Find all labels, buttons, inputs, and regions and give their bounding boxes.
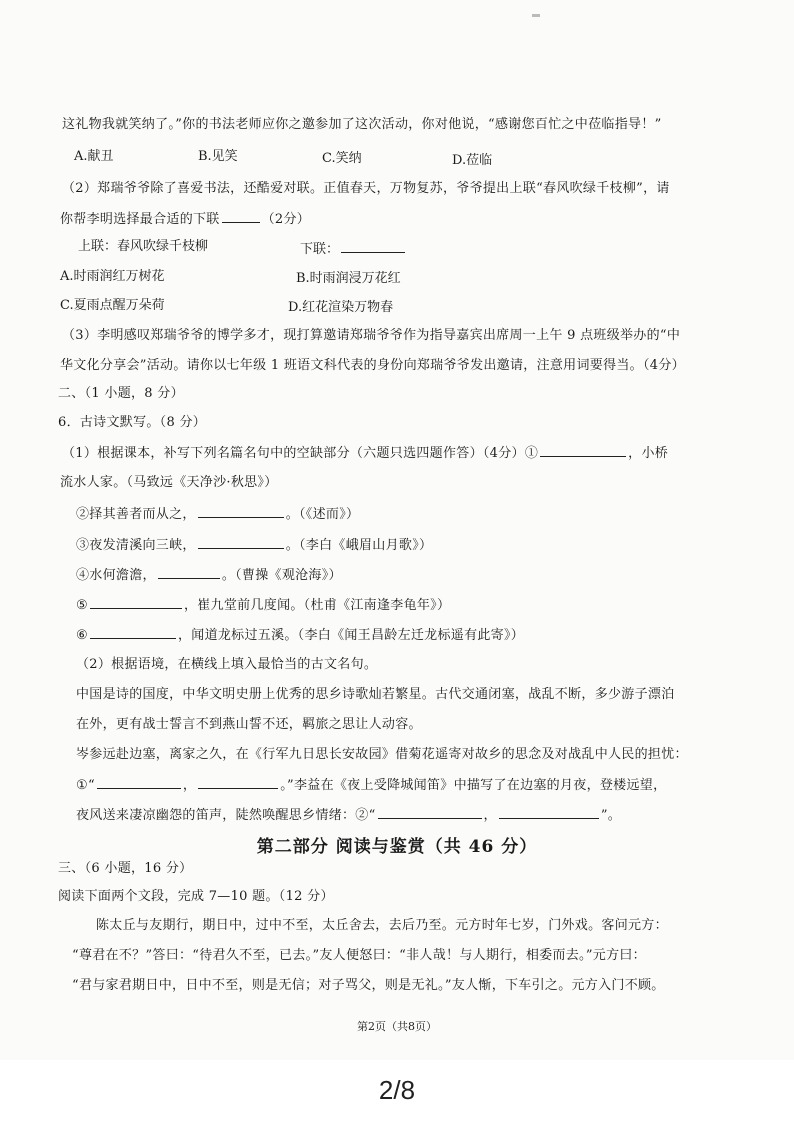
q6-1-text-tail: ，小桥	[628, 446, 669, 461]
answer-blank[interactable]	[222, 210, 260, 223]
context-text: ”。	[600, 808, 622, 823]
answer-blank[interactable]	[540, 444, 626, 457]
poem-item-6	[76, 626, 524, 645]
context-para: 岑参远赴边塞，离家之久，在《行军九日思长安故园》借菊花遥寄对故乡的思念及对战乱中人民的担忧：	[76, 747, 688, 762]
poem-source: ，崔九堂前几度闻。（杜甫《江南逢李龟年》）	[183, 598, 451, 613]
reading-passage: “尊君在不？”答曰：“待君久不至，已去。”友人便怒曰：“非人哉！与人期行，相委而去。”元方曰：	[72, 948, 646, 963]
poem-text: ③夜发清溪向三峡，	[76, 538, 196, 553]
section-header: 二、（1 小题，8 分）	[58, 386, 184, 401]
poem-item-2	[76, 505, 359, 524]
context-para: 在外，更有战士誓言不到燕山誓不还，羁旅之思让人动容。	[76, 717, 422, 732]
context-text: 夜风送来凄凉幽怨的笛声，陡然唤醒思乡情绪：②“	[76, 808, 376, 823]
reading-instruction: 阅读下面两个文段，完成 7—10 题。（12 分）	[58, 889, 334, 904]
lower-couplet-label: 下联：	[300, 242, 340, 257]
q5-line: 这礼物我就笑纳了。”你的书法老师应你之邀参加了这次活动，你对他说，“感谢您百忙之中莅临指导！”	[62, 117, 662, 132]
q5-2-line1: （2）郑瑞爷爷除了喜爱书法，还酷爱对联。正值春天，万物复苏，爷爷提出上联“春风吹绿千枝柳”，请	[62, 181, 670, 196]
context-para: 中国是诗的国度，中华文明史册上优秀的思乡诗歌灿若繁星。古代交通闭塞，战乱不断，多少游子漂泊	[76, 687, 675, 702]
q5-2-line2	[60, 210, 310, 229]
q5-2-score: （2分）	[261, 212, 311, 227]
option-d: D.莅临	[452, 153, 493, 168]
poem-text: ⑤	[76, 598, 88, 613]
option-d: D.红花渲染万物春	[288, 300, 394, 315]
poem-item-3	[76, 536, 432, 555]
page-footer: 第2页（共8页）	[357, 1020, 437, 1033]
option-c: C.夏雨点醒万朵荷	[60, 298, 165, 313]
poem-source: 。（《述而》）	[285, 507, 360, 522]
poem-source: 。（曹操《观沧海》）	[221, 568, 342, 583]
answer-blank[interactable]	[198, 505, 284, 518]
option-a: A.献丑	[74, 149, 114, 164]
context-text: 。”李益在《夜上受降城闻笛》中描写了在边塞的月夜，登楼远望，	[280, 778, 667, 793]
context-text: ，	[483, 808, 497, 823]
answer-blank[interactable]	[198, 776, 278, 789]
option-c: C.笑纳	[322, 151, 362, 166]
part-heading: 第二部分 阅读与鉴赏（共 46 分）	[256, 837, 538, 857]
section-header: 三、（6 小题，16 分）	[58, 861, 193, 876]
poem-text: ②择其善者而从之，	[76, 507, 196, 522]
reading-passage: 陈太丘与友期行，期日中，过中不至，太丘舍去，去后乃至。元方时年七岁，门外戏。客问元方：	[96, 918, 668, 933]
q5-2-text: 你帮李明选择最合适的下联	[60, 212, 220, 227]
upper-couplet: 上联：春风吹绿千枝柳	[78, 239, 209, 254]
option-b: B.时雨润浸万花红	[296, 271, 401, 286]
answer-blank[interactable]	[378, 806, 482, 819]
answer-blank[interactable]	[90, 596, 182, 609]
lower-couplet	[300, 240, 407, 259]
context-para-blanks	[76, 776, 666, 795]
answer-blank[interactable]	[198, 536, 284, 549]
context-text: ①“	[76, 778, 95, 793]
scan-mark	[532, 14, 540, 17]
answer-blank[interactable]	[499, 806, 599, 819]
couplet-blank[interactable]	[341, 240, 405, 253]
poem-source: ，闻道龙标过五溪。（李白《闻王昌龄左迁龙标遥有此寄》）	[177, 628, 525, 643]
poem-text: ④水何澹澹，	[76, 568, 156, 583]
q6-1-text: （1）根据课本，补写下列名篇名句中的空缺部分（六题只选四题作答）（4分）①	[62, 446, 539, 461]
q6-2-title: （2）根据语境，在横线上填入最恰当的古文名句。	[76, 657, 378, 672]
context-para-blanks	[76, 806, 621, 825]
context-text: ，	[182, 778, 197, 793]
answer-blank[interactable]	[90, 626, 176, 639]
page-indicator: 2/8	[378, 1075, 416, 1105]
poem-source: 。（李白《峨眉山月歌》）	[285, 538, 433, 553]
question-title: 6．古诗文默写。（8 分）	[58, 415, 207, 430]
q6-1-line2: 流水人家。（马致远《天净沙·秋思》）	[60, 475, 278, 490]
q5-3-line1: （3）李明感叹郑瑞爷爷的博学多才，现打算邀请郑瑞爷爷作为指导嘉宾出席周一上午 9 点班级举办的“中	[62, 328, 681, 343]
answer-blank[interactable]	[158, 566, 220, 579]
q5-3-line2: 华文化分享会”活动。请你以七年级 1 班语文科代表的身份向郑瑞爷爷发出邀请，注意用词要得当。（4分）	[60, 358, 685, 373]
poem-text: ⑥	[76, 628, 88, 643]
option-b: B.见笑	[198, 149, 238, 164]
answer-blank[interactable]	[97, 776, 181, 789]
option-a: A.时雨润红万树花	[60, 269, 165, 284]
reading-passage: “君与家君期日中，日中不至，则是无信；对子骂父，则是无礼。”友人惭，下车引之。元方入门不顾。	[72, 978, 665, 993]
q6-1-line1	[62, 444, 668, 463]
poem-item-5	[76, 596, 450, 615]
poem-item-4	[76, 566, 342, 585]
